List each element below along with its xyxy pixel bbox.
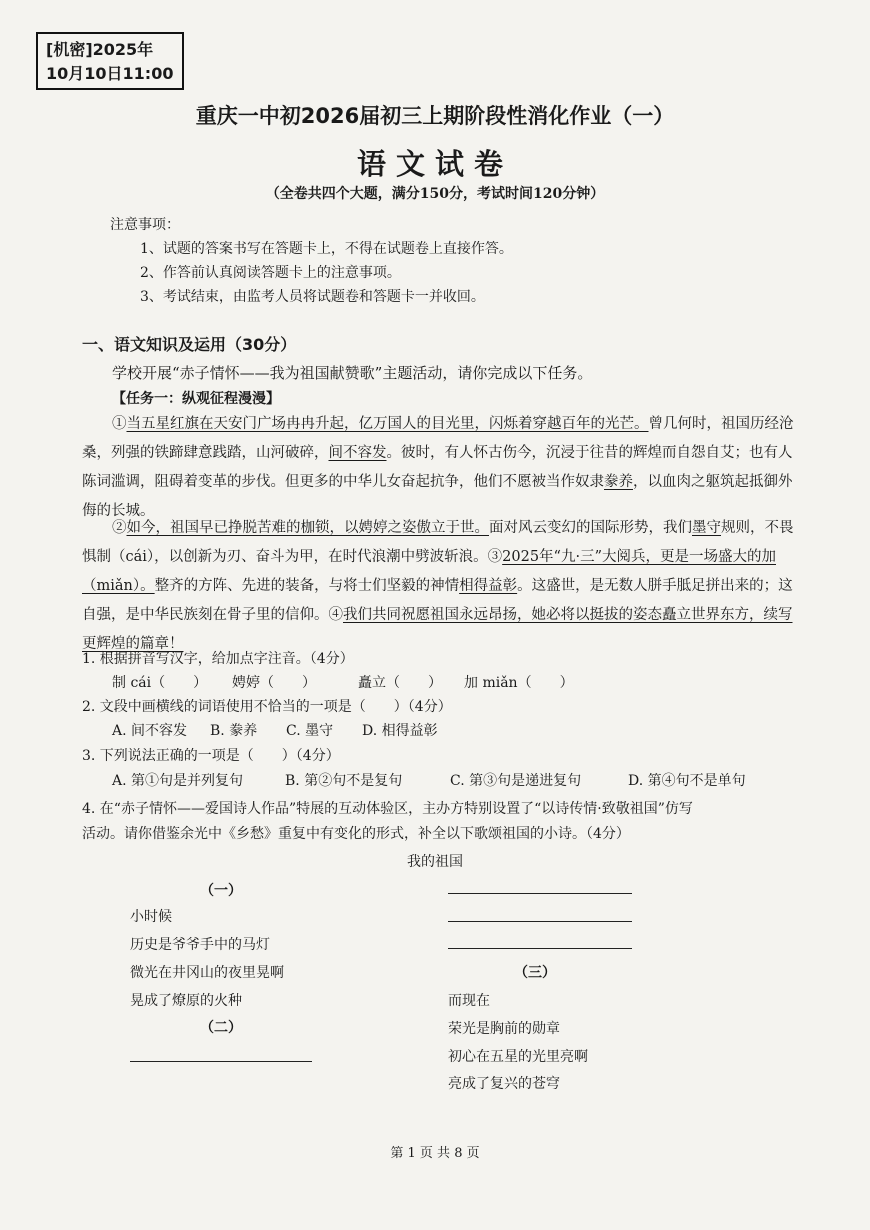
stanza-1-line-1: 小时候 [130, 909, 172, 925]
exam-title: 重庆一中初2026届初三上期阶段性消化作业（一） [195, 104, 675, 128]
notice-item-1: 1、试题的答案书写在答题卡上，不得在试题卷上直接作答。 [140, 241, 513, 257]
section-intro: 学校开展“赤子情怀——我为祖国献赞歌”主题活动，请你完成以下任务。 [112, 364, 593, 382]
stamp-line-1: [机密]2025年 [46, 40, 154, 59]
exam-info: （全卷共四个大题，满分150分，考试时间120分钟） [265, 186, 605, 202]
question-3-stem: 3. 下列说法正确的一项是（ ）（4分） [82, 748, 340, 764]
passage-text: ，以血肉之躯筑起抵御外侮的长城。 [82, 474, 793, 519]
passage-text: 曾几何时，祖国历经沧桑，列强的铁蹄肆意践踏，山河破碎， [82, 416, 794, 461]
question-4-stem-line-2: 活动。请你借鉴余光中《乡愁》重复中有变化的形式，补全以下歌颂祖国的小诗。（4分） [82, 826, 630, 842]
q3-option-b: B. 第②句不是复句 [285, 773, 403, 789]
notice-heading: 注意事项： [110, 217, 180, 233]
answer-blank-line[interactable] [448, 948, 632, 949]
question-1-stem: 1. 根据拼音写汉字，给加点字注音。（4分） [82, 651, 354, 667]
stanza-1-label: （一） [200, 883, 242, 899]
q2-option-c: C. 墨守 [286, 723, 334, 739]
underlined-sentence: 2025年“九·三”大阅兵，更是一场盛大的加（miǎn）。 [82, 549, 776, 594]
question-2-stem: 2. 文段中画横线的词语使用不恰当的一项是（ ）（4分） [82, 699, 452, 715]
underlined-sentence: 当五星红旗在天安门广场冉冉升起，亿万国人的目光里，闪烁着穿越百年的光芒。 [126, 416, 649, 432]
q1-item-3: 矗立（ ） [358, 675, 442, 691]
stanza-3-line-3: 初心在五星的光里亮啊 [448, 1049, 588, 1065]
stanza-2-label: （二） [200, 1020, 242, 1036]
q3-option-c: C. 第③句是递进复句 [450, 773, 582, 789]
answer-blank-line[interactable] [130, 1061, 312, 1062]
underlined-word: 相得益彰 [459, 578, 518, 594]
passage-text: 整齐的方阵、先进的装备，与将士们坚毅的神情 [154, 578, 460, 594]
poem-title: 我的祖国 [407, 854, 463, 870]
underlined-word: 墨守 [692, 520, 721, 536]
sentence-marker: ② [112, 520, 127, 536]
passage-text: 。这盛世，是无数人胼手胝足拼出来的；这自强，是中华民族刻在骨子里的信仰。④ [82, 578, 793, 623]
stanza-1-line-2: 历史是爷爷手中的马灯 [130, 937, 270, 953]
q1-item-4: 加 miǎn（ ） [464, 675, 574, 691]
passage-text: 规则，不畏惧制（cái），以创新为刃、奋斗为甲，在时代浪潮中劈波斩浪。③ [82, 520, 794, 565]
answer-blank-line[interactable] [448, 893, 632, 894]
passage-text: 。彼时，有人怀古伤今，沉浸于往昔的辉煌而自怨自艾；也有人陈词滥调，阻碍着变革的步伐。但更多的中华儿女奋起抗争，他们不愿被当作奴隶 [82, 445, 793, 490]
task1-heading: 【任务一：纵观征程漫漫】 [112, 391, 280, 407]
stanza-1-line-3: 微光在井冈山的夜里晃啊 [130, 965, 284, 981]
q2-option-b: B. 豢养 [210, 723, 258, 739]
underlined-word: 间不容发 [328, 445, 387, 461]
q3-option-d: D. 第④句不是单句 [628, 773, 746, 789]
underlined-sentence: 如今，祖国早已挣脱苦难的枷锁，以娉婷之姿傲立于世。 [126, 520, 489, 536]
stanza-3-line-1: 而现在 [448, 993, 490, 1009]
stanza-3-line-2: 荣光是胸前的勋章 [448, 1021, 560, 1037]
passage-paragraph-1 [82, 410, 794, 526]
confidential-stamp [36, 32, 184, 90]
underlined-sentence: 我们共同祝愿祖国永远昂扬，她必将以挺拔的姿态矗立世界东方，续写更辉煌的篇章！ [82, 607, 793, 652]
passage-text: 面对风云变幻的国际形势，我们 [489, 520, 692, 536]
stanza-3-line-4: 亮成了复兴的苍穹 [448, 1076, 560, 1092]
q3-option-a: A. 第①句是并列复句 [112, 773, 244, 789]
passage-paragraph-2 [82, 514, 794, 659]
stanza-3-label: （三） [514, 965, 556, 981]
underlined-word: 豢养 [604, 474, 633, 490]
q2-option-a: A. 间不容发 [112, 723, 188, 739]
page-number: 第 1 页 共 8 页 [390, 1146, 480, 1161]
stamp-line-2: 10月10日11:00 [46, 64, 174, 83]
answer-blank-line[interactable] [448, 921, 632, 922]
notice-item-3: 3、考试结束，由监考人员将试题卷和答题卡一并收回。 [140, 289, 485, 305]
section-heading: 一、语文知识及运用（30分） [82, 335, 297, 354]
stanza-1-line-4: 晃成了燎原的火种 [130, 993, 242, 1009]
q1-item-1: 制 cái（ ） [112, 675, 208, 691]
sentence-marker: ① [112, 416, 127, 432]
q2-option-d: D. 相得益彰 [362, 723, 438, 739]
notice-item-2: 2、作答前认真阅读答题卡上的注意事项。 [140, 265, 401, 281]
subject-title: 语文试卷 [356, 147, 513, 181]
question-4-stem-line-1: 4. 在“赤子情怀——爱国诗人作品”特展的互动体验区，主办方特别设置了“以诗传情·致敬祖国”仿写 [82, 801, 693, 817]
q1-item-2: 娉婷（ ） [232, 675, 316, 691]
